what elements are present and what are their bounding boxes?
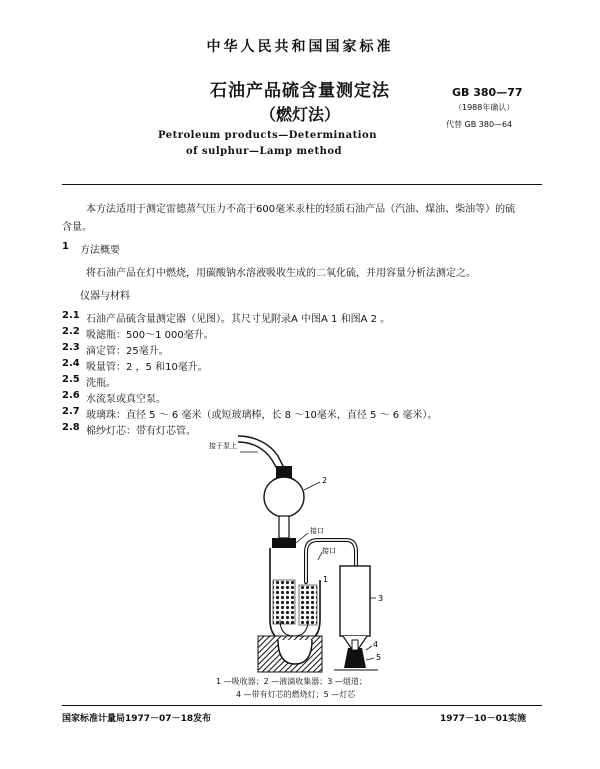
standard-number: GB 380—77	[452, 86, 523, 99]
section1-heading: 方法概要	[80, 245, 120, 256]
english-title-line2: of sulphur—Lamp method	[186, 146, 343, 157]
section2-heading: 仪器与材料	[80, 291, 130, 302]
english-title-line1: Petroleum products—Determination	[158, 130, 377, 141]
intro-line1: 本方法适用于测定雷德蒸气压力不高于600毫米汞柱的轻质石油产品（汽油、煤油、柴油等）的硫	[86, 204, 516, 215]
issued-date: 国家标准计量局1977－07－18发布	[62, 714, 212, 724]
item-text: 吸量管：2 ，5 和10毫升。	[86, 362, 208, 373]
section1-number: 1	[62, 241, 69, 252]
item-text: 石油产品硫含量测定器（见图）。其尺寸见附录A 中图A 1 和图A 2 。	[86, 314, 391, 325]
burning-lamp	[344, 648, 366, 668]
collector-stem	[279, 516, 289, 538]
label-1: 1	[323, 575, 329, 584]
label-joint-mid: 接口	[322, 547, 336, 555]
replaces-standard: 代替 GB 380—64	[446, 120, 513, 129]
national-standard-heading: 中华人民共和国国家标准	[206, 39, 394, 55]
label-4: 4	[373, 640, 379, 649]
item-number: 2.5	[62, 374, 80, 385]
implementation-date: 1977－10－01实施	[440, 714, 527, 724]
standard-subtitle: （燃灯法）	[259, 105, 340, 124]
absorber-fill	[273, 580, 295, 624]
label-joint-top: 接口	[310, 527, 324, 535]
item-text: 玻璃珠：直径 5 ～ 6 毫米（或短玻璃棒，长 8 ～10毫米，直径 5 ～ 6 毫米）。	[86, 410, 438, 421]
label-3: 3	[378, 594, 384, 603]
figure-caption-line2: 4 —带有灯芯的燃烧灯；5 —灯芯	[236, 690, 356, 699]
section1-text: 将石油产品在灯中燃烧，用碳酸钠水溶液吸收生成的二氧化硫，并用容量分析法测定之。	[86, 268, 476, 279]
label-2: 2	[322, 476, 328, 485]
absorber-bead-column	[299, 585, 317, 625]
item-number: 2.2	[62, 326, 80, 337]
item-number: 2.8	[62, 422, 80, 433]
item-text: 洗瓶。	[86, 378, 116, 389]
chimney	[340, 566, 370, 636]
item-text: 水流泵或真空泵。	[86, 394, 166, 405]
item-number: 2.7	[62, 406, 80, 417]
figure-caption-line1: 1 —吸收器；2 —液滴收集器；3 —烟道；	[216, 677, 367, 686]
item-text: 棉纱灯芯：带有灯芯管。	[86, 426, 196, 437]
item-number: 2.3	[62, 342, 80, 353]
label-pump: 接于泵上	[209, 442, 237, 450]
item-text: 滴定管：25毫升。	[86, 346, 169, 357]
item-number: 2.1	[62, 310, 80, 321]
footer-divider	[62, 705, 542, 706]
item-text: 吸滤瓶：500～1 000毫升。	[86, 330, 214, 341]
item-number: 2.6	[62, 390, 80, 401]
lamp-wick	[352, 640, 358, 650]
intro-line2: 含量。	[62, 222, 92, 233]
standard-title: 石油产品硫含量测定法	[210, 81, 390, 101]
confirmed-year: （1988年确认）	[454, 103, 515, 112]
absorber-stopper	[272, 538, 296, 548]
label-5: 5	[376, 653, 382, 662]
droplet-collector-bulb	[264, 477, 304, 517]
item-number: 2.4	[62, 358, 80, 369]
